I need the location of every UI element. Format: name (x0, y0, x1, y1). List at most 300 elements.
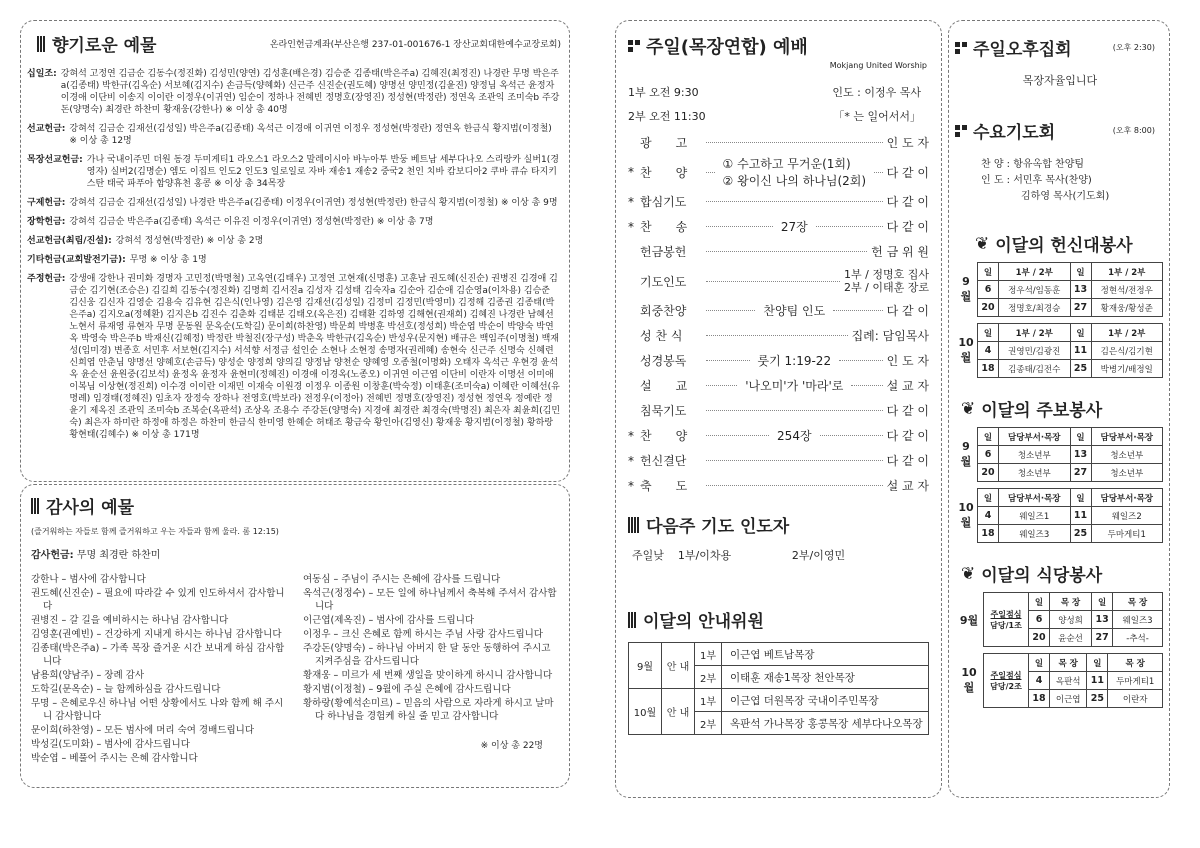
standing-star: * (628, 453, 634, 468)
offering-names-text: 강생애 강한나 권미화 경명자 고민정(박명철) 고옥연(김태우) 고정연 고현재(신명훈) 고훈남 권도혜(신진순) 권병진 김경애 김금순 김기현(조승은) 김길희 김동수(정진화) 김명희 김서진a 김성자 김성태 김숙자a 김순아 김순애 김순영a(이차용) 김승준 김신웅 김신자 김영순 김용숙 김유현 김은식(인나영) 김은영 김재선(김성일) 김정미 김정민(박영미) 김정해 김종권 김종태(박은주a) 김지오a(정혜환) 김지은b 김진수 김춘화 김태분 김태오(옥은진) 김태환 김하영 김해현(권재희) 김혜진 나경란 남혜선 노현서 류재영 류현자 무명 문동원 문옥순(도학길) 문이희(하찬영) 박문희 박병훈 박선호(정성희) 박순엽 박순이 박양숙 박연옥 박영숙 박은주b 박재신(김혜정) 박정란 박철진(장구성) 박춘옥 박한규(김옥순) 반성우(문지현) 배규은 백임주(이명철) 백재성(임미경) 변종호 서민후 서보현(김지수) 서석향 서정금 설인순 소현나 소현정 송명자(권레혜) 송현숙 신근주 신명숙 신혜련 신희엽 안춘님 양명선 양혜호(손금득) 양성순 양정희 양의길 양정남 양천순 양혜영 오종철(이명화) 오태자 옥석근 우현경 윤석옥 윤순선 윤원중(김보석) 윤정옥 윤정자 윤현미(정혜진) 이경애 이경옥(노종오) 이귀연 이근엽 이단비 이란자 이명선 이미애 이복님 이상현(정진희) 이수경 이이란 이재민 이재숙 이원경 이정우 이종원 이창훈(박숙정) 이태훈(조미숙a) 이혜란 이혜선(유명례) 임경태(정혜진) 임초자 장정숙 장하나 전영호(박보라) 전정우(이정아) 전혜빈 정명호(장영진) 정성현 정연옥 정예란 정윤기 제옥진 조관익 조미숙b 조복순(옥판석) 조상옥 조용수 주강돈(양명숙) 지경애 최경란 최경숙(박명진) 최은자 최윤희(김민숙) 최은자 하미란 하정애 하정은 하찬미 한금식 한미영 한혜순 허태조 황금숙 황인아(김영신) 황재웅 황지범(이정철) 황하랑 황현태(김혜수) (69, 274, 561, 440)
thanks-offering-names: 무명 최경란 하찬미 (76, 550, 161, 561)
leader-dots (706, 142, 883, 143)
table-cell: 정우석/임동훈 (999, 281, 1071, 299)
table-cell: 웨일즈2 (1091, 507, 1163, 525)
checker-icon (628, 517, 640, 533)
table-cell: 두마게티1 (1091, 525, 1163, 543)
order-label: 침묵기도 (640, 404, 687, 418)
order-content (773, 427, 816, 444)
service-lead-label: 주일점심 (990, 609, 1022, 619)
ushers-title: 이달의 안내위원 (643, 612, 764, 632)
thanks-item: 남용희(양남주) – 장례 감사 (31, 670, 144, 681)
table-cell: 20 (1029, 629, 1050, 647)
order-responsible-line: 설 교 자 (886, 479, 929, 493)
cafeteria-title: 이달의 식당봉사 (981, 566, 1103, 586)
table-header (955, 428, 1163, 446)
table-cell: 황재웅/황성준 (1091, 299, 1163, 317)
order-label: 회중찬양 (640, 304, 687, 318)
header-cell: 1부 / 2부 (1091, 263, 1163, 281)
table-cell: 6 (1029, 611, 1050, 629)
table-row (955, 342, 1163, 360)
table-cell: 윤순선 (1050, 629, 1092, 647)
table-cell: 6 (978, 446, 999, 464)
table-cell: 20 (978, 464, 999, 482)
header-cell: 일 (978, 263, 999, 281)
service-month (955, 428, 978, 482)
header-cell: 목 장 (1108, 654, 1163, 672)
order-responsible (844, 268, 929, 294)
order-row (628, 348, 929, 373)
table-cell: 옥판석 (1050, 672, 1087, 690)
thanks-item: 박순엽 – 베풀어 주시는 은혜 감사합니다 (31, 753, 198, 764)
offering-section-label: 장학헌금: (27, 217, 66, 227)
services-panel (948, 20, 1170, 798)
table-cell: 웨일즈1 (999, 507, 1071, 525)
first-service-leader: 인도 : 이정우 목사 (832, 86, 921, 99)
ushers-table (628, 642, 929, 735)
order-responsible (887, 477, 929, 494)
table-cell: 25 (1070, 525, 1091, 543)
order-row (628, 473, 929, 498)
leader-dots (706, 281, 840, 282)
leader-dots (706, 310, 755, 311)
order-responsible-line: 다 같 이 (886, 304, 929, 318)
table-cell: -추석- (1113, 629, 1163, 647)
leader-dots (706, 226, 773, 227)
order-row (628, 189, 929, 214)
offering-section (27, 123, 561, 147)
usher-role: 안 내 (662, 689, 695, 735)
striped-square-icon (628, 612, 637, 628)
standing-star: * (628, 194, 634, 209)
worship-panel (615, 20, 942, 798)
offering-section-names (87, 154, 561, 190)
offering-count: ※ 이상 총 1명 (150, 255, 207, 265)
order-responsible (887, 164, 929, 181)
thanks-item: 김종태(박은주a) – 가족 목장 즐거운 시간 보내게 하심 감사합니다 (31, 643, 285, 667)
thanks-item: 황하랑(황예석손미르) – 믿음의 사람으로 자라게 하시고 날마다 하나님을 경험케 하실 줄 믿고 감사합니다 (303, 698, 554, 722)
table-cell: 4 (1029, 672, 1050, 690)
thanks-item: 황지범(이정철) – 9월에 주실 은혜에 감사드립니다 (303, 684, 511, 695)
offering-names-text: 가나 국내이주민 더원 동경 두미게티1 라오스1 라오스2 말레이시아 바누아투 반둥 베트남 세부다나오 스리랑카 실버1(경영자) 실버2(김명순) 엠도 이집트 인도2 인도3 일로일로 자바 재송1 재송2 중국2 천인 치바 캄보디아2 쿠바 큐슈 타지키스탄 태국 파푸아 함양휴천 홍콩 (86, 155, 559, 189)
order-responsible-line: 다 같 이 (886, 454, 929, 468)
worship-subtitle: Mokjang United Worship (829, 61, 927, 70)
table-cell: 이란자 (1108, 690, 1163, 708)
header-cell: 일 (1070, 263, 1091, 281)
table-cell: 양성희 (1050, 611, 1092, 629)
order-label: 찬 송 (640, 220, 688, 234)
bulletin-title: 이달의 주보봉사 (981, 401, 1103, 421)
next-prayer-first: 1부/이차용 (677, 549, 732, 562)
leader-dots (833, 310, 882, 311)
table-cell: 27 (1070, 299, 1091, 317)
table-header (955, 593, 1163, 611)
offering-names-text: 강혀석 김금순 박은주a(김종태) 옥석근 이유진 이정우(이귀연) 정성현(박정란) (69, 217, 374, 227)
order-responsible (887, 377, 929, 394)
order-content-line: '나오미'가 '마라'로 (745, 379, 844, 393)
offering-section-label: 목장선교헌금: (27, 155, 83, 165)
order-label: 헌신결단 (640, 454, 687, 468)
order-responsible (887, 302, 929, 319)
thanks-item: 이근엽(제옥진) – 범사에 감사를 드립니다 (303, 615, 475, 626)
dedication-table-oct (955, 323, 1163, 378)
table-row (955, 464, 1163, 482)
bulletin-tables (955, 427, 1165, 543)
order-row (628, 398, 929, 423)
order-row (628, 373, 929, 398)
first-service-time: 1부 오전 9:30 (628, 86, 699, 99)
order-responsible-line: 1부 / 정명호 집사 (844, 268, 929, 281)
offering-count: ※ 이상 총 9명 (500, 198, 558, 208)
offering-section-label: 선교헌금(최림/진설): (27, 236, 112, 246)
header-cell: 일 (1092, 593, 1113, 611)
offering-section (27, 235, 561, 247)
table-cell: 4 (978, 507, 999, 525)
next-prayer-label: 주일낮 (632, 549, 664, 562)
table-cell: 27 (1070, 464, 1091, 482)
table-row (955, 525, 1163, 543)
wednesday-praise: 찬 양 : 항유옥합 찬양팀 (981, 159, 1085, 170)
table-row (955, 446, 1163, 464)
service-lead-label: 주일점심 (990, 670, 1022, 680)
offering-section-names (69, 273, 561, 441)
table-cell: 박병기/배정일 (1091, 360, 1163, 378)
table-cell: 18 (978, 525, 999, 543)
standing-star: * (628, 219, 634, 234)
order-label: 합심기도 (640, 195, 687, 209)
order-row (628, 298, 929, 323)
order-label: 광 고 (640, 136, 688, 150)
order-row (628, 155, 929, 189)
table-cell: 웨일즈3 (999, 525, 1071, 543)
online-account: 온라인헌금계좌(부산은행 237-01-001676-1 장산교회대한예수교장로회) (269, 40, 561, 50)
leader-dots (706, 435, 769, 436)
order-content (759, 302, 829, 319)
service-month (955, 263, 978, 317)
order-label: 찬 양 (640, 429, 688, 443)
service-lead (984, 654, 1029, 708)
order-responsible-line: 다 같 이 (886, 165, 929, 180)
order-responsible (887, 352, 929, 369)
order-responsible-line: 다 같 이 (886, 220, 929, 234)
thanks-item: 김영훈(권예빈) – 건강하게 지내게 하시는 하나님 감사합니다 (31, 629, 282, 640)
service-month (955, 324, 978, 378)
order-content (719, 155, 871, 189)
service-month (955, 654, 984, 708)
thanks-item: 여동심 – 주님이 주시는 은혜에 감사를 드립니다 (303, 574, 501, 585)
usher-month: 10월 (629, 689, 662, 735)
usher-names: 옥판석 가나목장 홍콩목장 세부다나오목장 (722, 712, 929, 735)
table-cell: 웨일즈3 (1113, 611, 1163, 629)
service-month-label: 10월 (961, 666, 977, 694)
usher-names: 이태훈 재송1목장 천안목장 (722, 666, 929, 689)
order-row (628, 423, 929, 448)
offering-section-names (61, 68, 561, 116)
offering-section-label: 구제헌금: (27, 198, 66, 208)
header-cell: 일 (1070, 324, 1091, 342)
table-cell: 27 (1092, 629, 1113, 647)
leader-dots (706, 251, 867, 252)
order-label: 기도인도 (640, 274, 687, 289)
thanks-item: 이정우 – 크신 은혜로 함께 하시는 주님 사랑 감사드립니다 (303, 629, 543, 640)
offering-section (27, 254, 561, 266)
offering-section-label: 선교헌금: (27, 124, 66, 134)
table-cell: 4 (978, 342, 999, 360)
header-cell: 일 (1070, 428, 1091, 446)
second-service-time: 2부 오전 11:30 (628, 110, 706, 123)
order-content (777, 218, 812, 235)
order-responsible-line: 다 같 이 (886, 404, 929, 418)
thanks-item: 무명 – 은혜로우신 하나님 어떤 상황에서도 나와 함께 해 주시니 감사합니다 (31, 698, 284, 722)
thanks-list-left (31, 573, 291, 766)
flower-icon: ❦ (975, 233, 990, 254)
standing-star: * (628, 428, 634, 443)
offering-names-text: 강혀석 김금순 김재선(김성일) 나경란 박은주a(김종태) 이정우(이귀연) 정성현(박정란) 한금식 황지범(이정철) (69, 198, 499, 208)
thanks-item: 문이희(하찬영) – 모든 범사에 머리 숙여 경배드립니다 (31, 725, 254, 736)
table-cell: 정현석/전정우 (1091, 281, 1163, 299)
order-content-line: 룻기 1:19-22 (757, 354, 832, 368)
service-month-label: 9월 (960, 275, 972, 303)
order-row (628, 130, 929, 155)
table-row (955, 281, 1163, 299)
usher-part: 2부 (695, 712, 722, 735)
order-row (628, 214, 929, 239)
header-cell: 일 (1087, 654, 1108, 672)
table-header (955, 263, 1163, 281)
order-label: 헌금봉헌 (640, 245, 687, 259)
offering-count: ※ 이상 총 2명 (206, 236, 264, 246)
table-header (955, 489, 1163, 507)
afternoon-time: (오후 2:30) (1112, 43, 1155, 52)
header-cell: 담당부서·목장 (1091, 428, 1163, 446)
usher-role: 안 내 (662, 643, 695, 689)
usher-names: 이근엽 더원목장 국내이주민목장 (722, 689, 929, 712)
header-cell: 일 (978, 428, 999, 446)
order-label: 설 교 (640, 379, 688, 393)
flower-icon: ❦ (961, 398, 976, 419)
usher-row (629, 643, 929, 666)
order-row (628, 448, 929, 473)
leader-dots (706, 410, 883, 411)
offering-section-names (69, 197, 557, 209)
offering-section (27, 197, 561, 209)
leader-dots (706, 172, 715, 173)
table-row (955, 507, 1163, 525)
table-cell: 13 (1070, 281, 1091, 299)
offerings-panel (20, 20, 570, 482)
offering-section (27, 68, 561, 116)
header-cell: 일 (978, 489, 999, 507)
offering-names-text: 무명 (129, 255, 148, 265)
leader-dots (706, 360, 750, 361)
order-responsible (871, 243, 929, 260)
striped-square-icon (37, 36, 46, 52)
order-responsible-line: 다 같 이 (886, 195, 929, 209)
leader-dots (706, 460, 883, 461)
leader-dots (874, 172, 883, 173)
thanks-title: 감사의 예물 (46, 498, 135, 518)
offering-section (27, 154, 561, 190)
order-responsible-line: 다 같 이 (886, 429, 929, 443)
wednesday-title: 수요기도회 (973, 123, 1056, 143)
flower-icon: ❦ (961, 563, 976, 584)
offering-section-label: 주정헌금: (27, 274, 66, 284)
leader-dots (706, 201, 883, 202)
usher-part: 2부 (695, 666, 722, 689)
offerings-title: 향기로운 예물 (52, 36, 157, 56)
table-cell: 권영민/김광진 (999, 342, 1071, 360)
cafeteria-table-oct (955, 653, 1163, 708)
bulletin-table-oct (955, 488, 1163, 543)
table-cell: 정명호/최경승 (999, 299, 1071, 317)
order-content-line: 찬양팀 인도 (763, 304, 826, 318)
offering-section-names (69, 123, 561, 147)
offering-names-text: 강혀석 고정연 김금순 김동수(정진화) 김성민(양연) 김성훈(배은경) 김승준 김종태(박은주a) 김혜진(최정진) 나경란 무명 박은주a(김종태) 박한규(김옥순) 서보혜(김지수) 손금득(양혜화) 신근주 신진순(권도혜) 양명선 양민정(김윤진) 양정님 옥석근 윤정자 이경애 이단비 이송지 이이란 이정우(이귀연) 임순이 정하나 전혜빈 정명호(장영진) 정성현(박정란) 정연옥 조관익 조미숙b 주강돈(양명숙) 최경란 하찬미 황재웅(강한나) (60, 69, 560, 115)
order-responsible (887, 427, 929, 444)
table-cell: 11 (1087, 672, 1108, 690)
order-responsible-line: 인 도 자 (886, 136, 929, 150)
thanks-item: 권도혜(신진순) – 필요에 따라갈 수 있게 인도하셔서 감사합니다 (31, 588, 285, 612)
order-label: 축 도 (640, 479, 688, 493)
thanks-item: 주강돈(양명숙) – 하나님 아버지 한 달 동안 동행하여 주시고 지켜주심을 감사드립니다 (303, 643, 551, 667)
order-responsible (887, 452, 929, 469)
order-responsible (887, 218, 929, 235)
order-responsible-line: 2부 / 이태훈 장로 (844, 281, 929, 294)
header-cell: 담당부서·목장 (999, 428, 1071, 446)
service-month (955, 489, 978, 543)
leader-dots (851, 385, 882, 386)
table-header (955, 654, 1163, 672)
table-header (955, 324, 1163, 342)
order-content-line: 27장 (780, 220, 808, 234)
table-cell: 20 (978, 299, 999, 317)
order-label: 찬 양 (640, 165, 688, 180)
service-month-label: 9월 (960, 440, 972, 468)
table-cell: 25 (1070, 360, 1091, 378)
cafeteria-tables (955, 592, 1165, 708)
thanks-item: 도학길(문옥순) – 늘 함께하심을 감사드립니다 (31, 684, 221, 695)
thanks-item: 박성길(도미화) – 범사에 감사드립니다 (31, 739, 190, 750)
order-responsible-line: 집례: 담임목사 (851, 329, 929, 343)
offering-count: ※ 이상 총 34목장 (214, 179, 286, 189)
leader-dots (820, 435, 883, 436)
service-month-label: 10월 (958, 501, 974, 529)
wednesday-leader-2: 김하영 목사(기도회) (1021, 191, 1110, 202)
service-lead (984, 593, 1029, 647)
table-cell: 청소년부 (999, 464, 1071, 482)
offering-section-label: 십일조: (27, 69, 57, 79)
block-icon (955, 42, 967, 54)
table-cell: 18 (978, 360, 999, 378)
standing-star: * (628, 478, 634, 493)
header-cell: 목 장 (1113, 593, 1163, 611)
usher-part: 1부 (695, 643, 722, 666)
order-responsible (887, 402, 929, 419)
offering-count: ※ 이상 총 7명 (376, 217, 434, 227)
offering-section-label: 기타헌금(교회발전기금): (27, 255, 126, 265)
order-content-line: ① 수고하고 무거운(1회) (722, 157, 851, 171)
worship-title: 주일(목장연합) 예배 (646, 37, 808, 58)
header-cell: 목 장 (1050, 593, 1092, 611)
thanks-verse: (즐거워하는 자들로 함께 즐거워하고 우는 자들과 함께 울라. 롬 12:15) (31, 527, 279, 536)
afternoon-title: 주일오후집회 (973, 40, 1072, 60)
order-content (754, 352, 836, 369)
leader-dots (706, 485, 883, 486)
next-prayer-second: 2부/이영민 (791, 549, 846, 562)
afternoon-body: 목장자율입니다 (1022, 74, 1098, 87)
leader-dots (706, 385, 737, 386)
offering-section-names (69, 216, 433, 228)
thanks-panel (20, 484, 570, 788)
order-content (741, 377, 847, 394)
dedication-tables (955, 262, 1165, 378)
table-cell: 두마게티1 (1108, 672, 1163, 690)
order-responsible-line: 설 교 자 (886, 379, 929, 393)
service-month-label: 10월 (958, 336, 974, 364)
thanks-offering-label: 감사헌금: (31, 550, 74, 561)
offering-names-text: 강혀석 김금순 김재선(김성일) 박은주a(김종태) 옥석근 이경애 이귀연 이정우 정성현(박정란) 정연옥 한금식 황지범(이정철) (69, 124, 552, 134)
offering-section (27, 216, 561, 228)
order-of-service (628, 130, 929, 498)
table-cell: 25 (1087, 690, 1108, 708)
service-team-label: 담당/2조 (990, 681, 1022, 691)
order-responsible (852, 327, 929, 344)
leader-dots (839, 360, 883, 361)
header-cell: 일 (1029, 593, 1050, 611)
header-cell: 1부 / 2부 (999, 263, 1071, 281)
standing-star: * (628, 165, 634, 179)
table-cell: 13 (1092, 611, 1113, 629)
table-cell: 청소년부 (1091, 446, 1163, 464)
thanks-item: 황재웅 – 미르가 세 번째 생일을 맞이하게 하시니 감사합니다 (303, 670, 553, 681)
order-responsible (887, 134, 929, 151)
thanks-count: ※ 이상 총 22명 (480, 741, 543, 751)
standing-note: 「* 는 일어서서」 (833, 110, 921, 123)
leader-dots (706, 335, 848, 336)
order-label: 성 찬 식 (640, 329, 683, 343)
offering-section-names (116, 235, 264, 247)
header-cell: 담당부서·목장 (1091, 489, 1163, 507)
striped-square-icon (31, 498, 40, 514)
order-content-line: ② 왕이신 나의 하나님(2회) (722, 174, 867, 188)
table-row (955, 299, 1163, 317)
table-cell: 11 (1070, 342, 1091, 360)
usher-names: 이근엽 베트남목장 (722, 643, 929, 666)
table-cell: 이근엽 (1050, 690, 1087, 708)
next-prayer-title: 다음주 기도 인도자 (646, 517, 790, 537)
table-cell: 청소년부 (1091, 464, 1163, 482)
header-cell: 1부 / 2부 (1091, 324, 1163, 342)
table-row (955, 360, 1163, 378)
leader-dots (816, 226, 883, 227)
header-cell: 일 (1029, 654, 1050, 672)
service-month (955, 593, 984, 647)
offering-count: ※ 이상 총 12명 (69, 136, 132, 146)
order-row (628, 264, 929, 298)
offerings-sections (27, 68, 561, 441)
cafeteria-table-sep (955, 592, 1163, 647)
bulletin-table-sep (955, 427, 1163, 482)
wednesday-time: (오후 8:00) (1112, 126, 1155, 135)
table-cell: 청소년부 (999, 446, 1071, 464)
offering-count: ※ 이상 총 171명 (131, 430, 200, 440)
table-cell: 김종태/김전수 (999, 360, 1071, 378)
dedication-table-sep (955, 262, 1163, 317)
thanks-item: 강한나 – 범사에 감사합니다 (31, 574, 146, 585)
order-row (628, 323, 929, 348)
table-cell: 13 (1070, 446, 1091, 464)
service-month-label: 9월 (959, 613, 979, 627)
